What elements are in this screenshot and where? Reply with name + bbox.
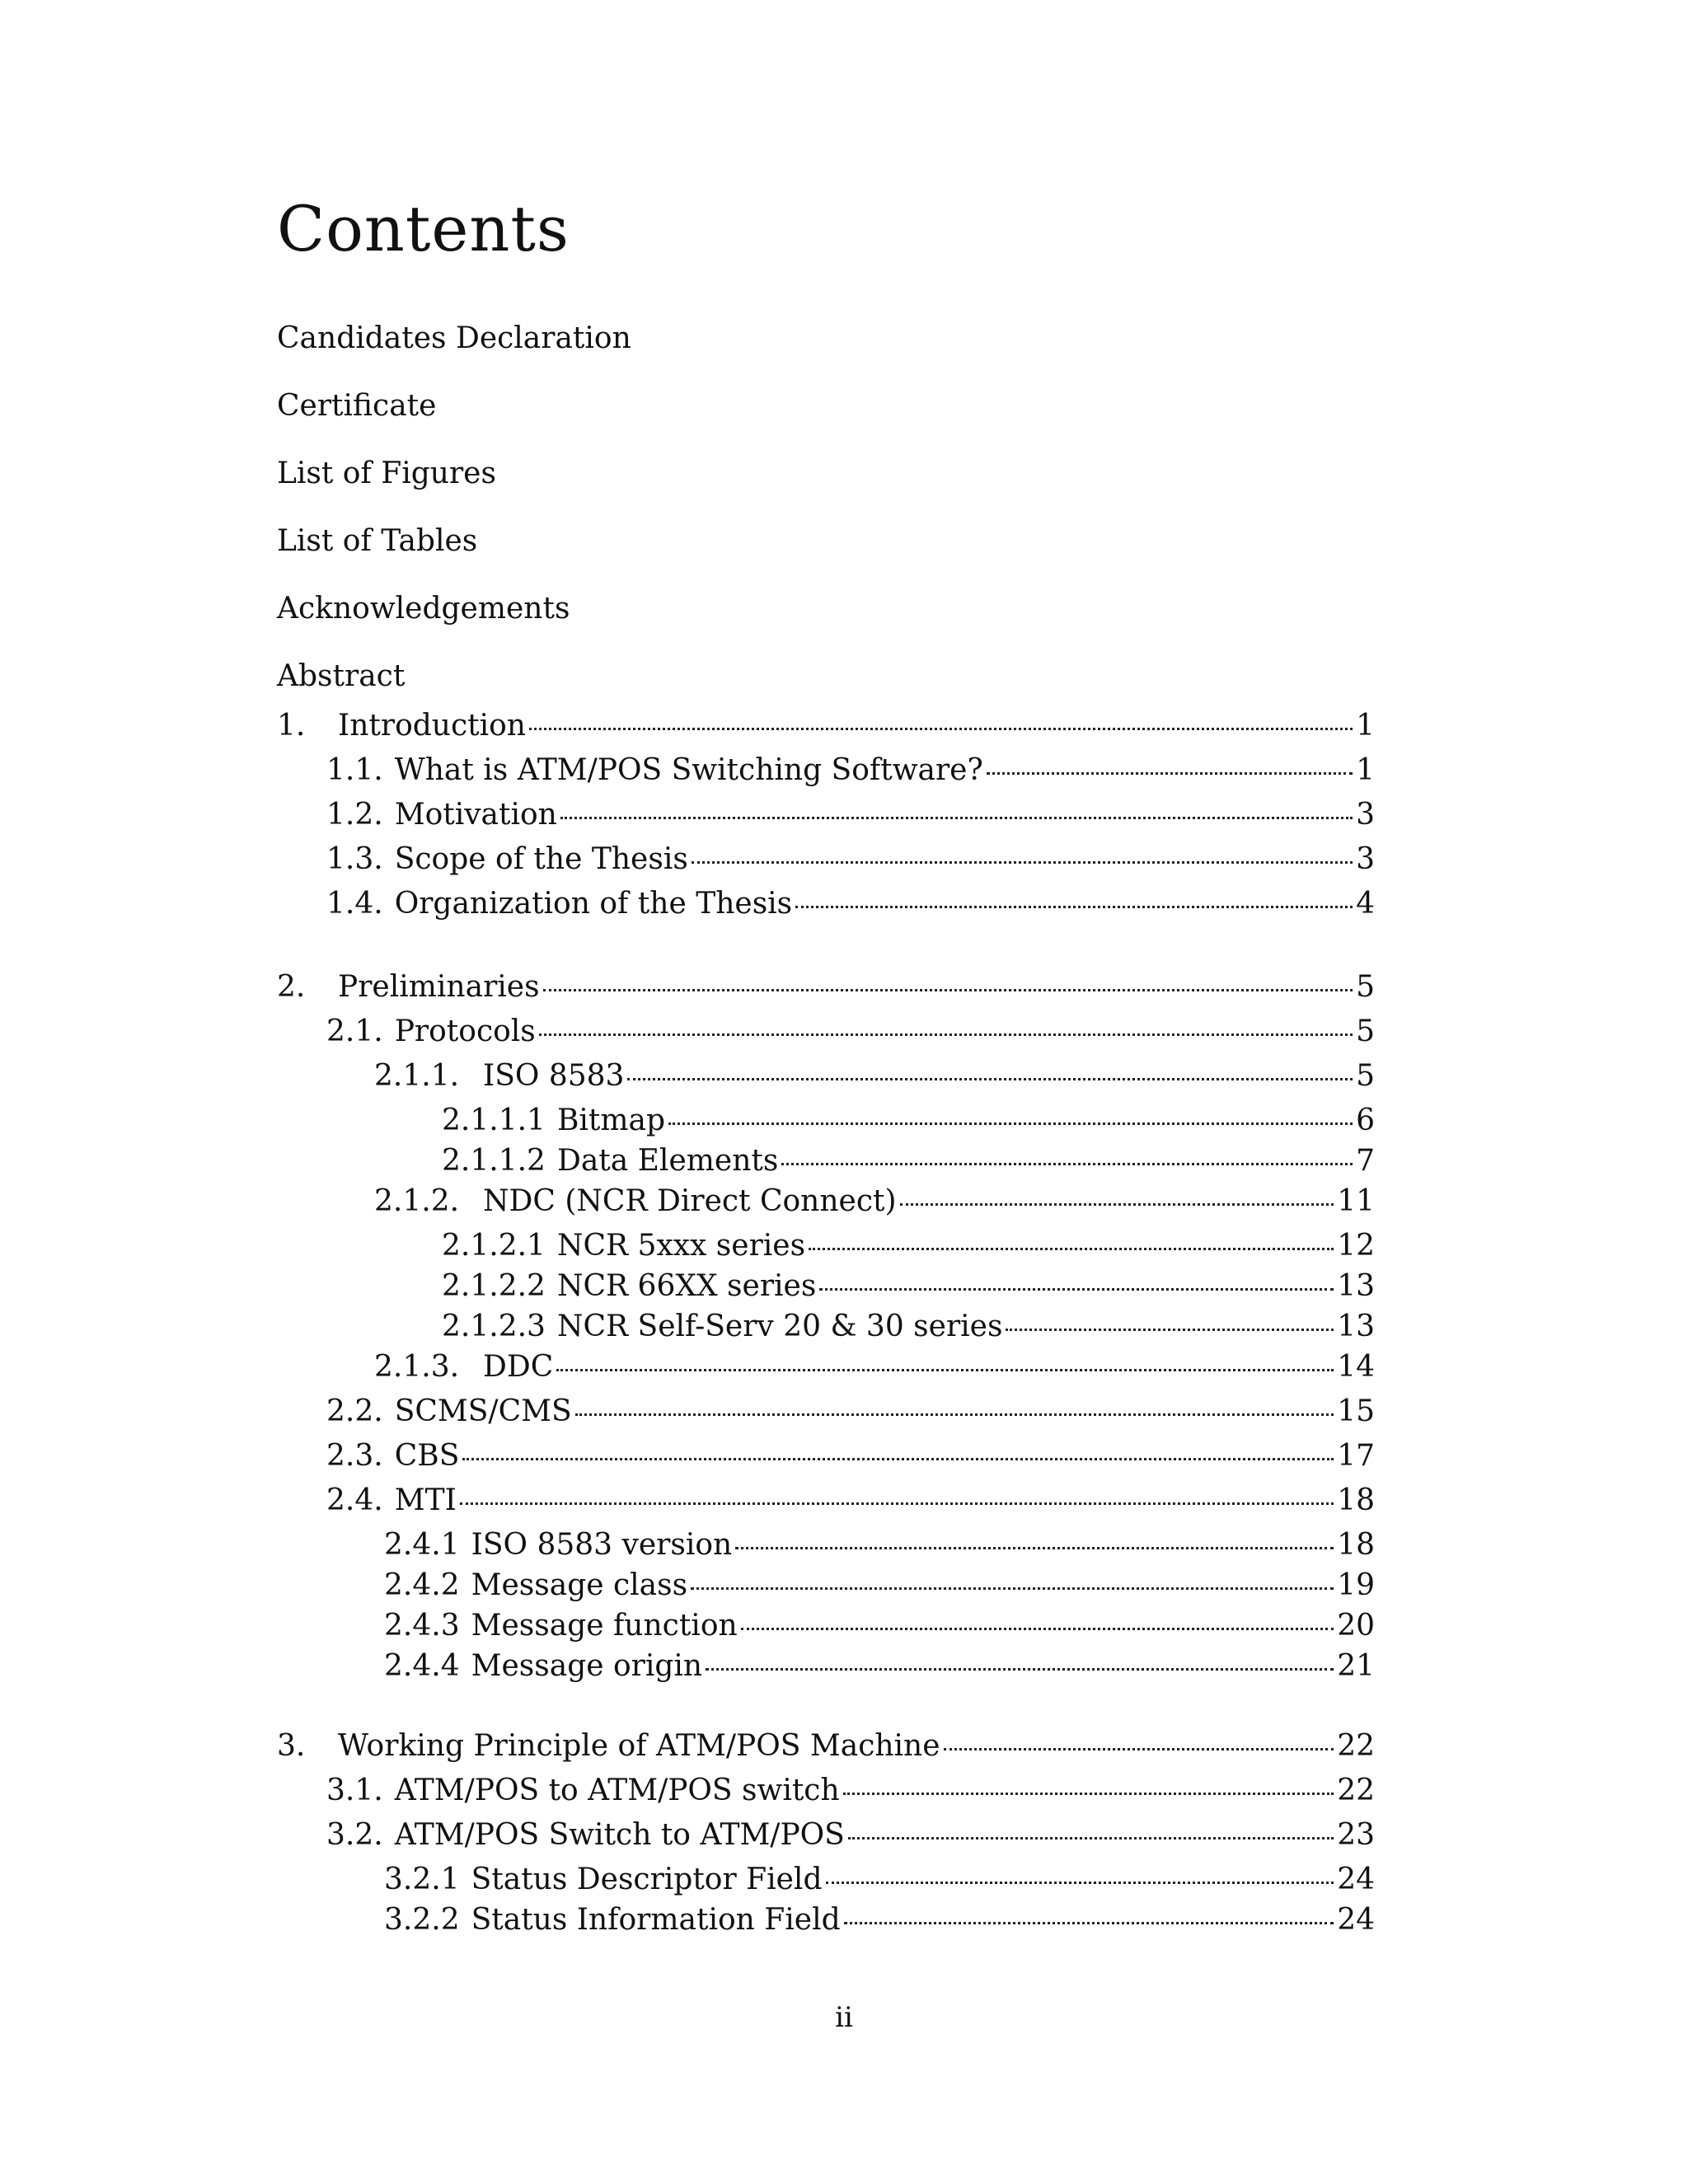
- toc-entry: [326, 883, 1375, 926]
- toc-entry-page: 1: [1356, 709, 1375, 743]
- toc-entry-page: 19: [1337, 1568, 1375, 1602]
- toc-entry-title: SCMS/CMS: [394, 1394, 572, 1428]
- toc-entry-title: Organization of the Thesis: [394, 887, 793, 921]
- toc-dot-leader: [741, 1628, 1334, 1630]
- toc-dot-leader: [692, 861, 1353, 864]
- toc-entry: [384, 1899, 1375, 1942]
- toc-dot-leader: [1006, 1329, 1334, 1331]
- toc-dot-leader: [627, 1078, 1353, 1080]
- toc-entry-title: ATM/POS to ATM/POS switch: [394, 1774, 840, 1807]
- toc-entry: [384, 1524, 1375, 1567]
- toc-entry-page: 5: [1356, 970, 1375, 1004]
- toc-entry-title: ISO 8583: [483, 1059, 625, 1093]
- toc-entry-number: 2.3.: [326, 1439, 383, 1473]
- toc-entry-number: 1.1.: [326, 753, 383, 787]
- toc-entry: [442, 1305, 1375, 1348]
- toc-entry-page: 18: [1337, 1483, 1375, 1517]
- toc-entry-number: 3.2.1: [384, 1863, 460, 1896]
- toc-entry-title: NCR Self-Serv 20 & 30 series: [556, 1310, 1003, 1343]
- toc-entry-title: CBS: [394, 1439, 460, 1473]
- toc-entry: [384, 1645, 1375, 1688]
- toc-entry-page: 1: [1356, 753, 1375, 787]
- toc-entry-page: 18: [1337, 1528, 1375, 1562]
- toc-entry-page: 6: [1356, 1104, 1375, 1137]
- toc-dot-leader: [543, 989, 1353, 991]
- toc-dot-leader: [819, 1288, 1334, 1291]
- toc-entry: [326, 1479, 1375, 1522]
- toc-dot-leader: [987, 772, 1353, 775]
- toc-dot-leader: [462, 1458, 1334, 1460]
- page-number: ii: [835, 2001, 853, 2034]
- toc-entry-page: 7: [1356, 1144, 1375, 1178]
- toc-entry: [326, 749, 1375, 792]
- toc-entry-title: Message class: [471, 1568, 688, 1602]
- toc-entry-title: Bitmap: [556, 1104, 666, 1137]
- toc-dot-leader: [556, 1369, 1334, 1371]
- toc-entry-title: Protocols: [394, 1015, 536, 1048]
- toc-entry-title: ATM/POS Switch to ATM/POS: [394, 1818, 845, 1852]
- toc-dot-leader: [460, 1502, 1334, 1505]
- toc-dot-leader: [539, 1033, 1353, 1036]
- toc-dot-leader: [809, 1248, 1334, 1250]
- toc-entry-number: 2.1.2.3: [442, 1310, 546, 1343]
- toc-entry-title: Scope of the Thesis: [394, 842, 688, 876]
- toc-dot-leader: [706, 1668, 1334, 1671]
- toc-entry: [442, 1225, 1375, 1268]
- toc-entry-title: Message origin: [471, 1649, 703, 1683]
- toc-entry: [374, 1180, 1375, 1223]
- toc-entry-page: 3: [1356, 798, 1375, 832]
- toc-entry-title: Working Principle of ATM/POS Machine: [338, 1729, 940, 1763]
- toc-dot-leader: [900, 1203, 1334, 1206]
- front-matter-item: List of Figures: [277, 457, 496, 490]
- toc-entry-page: 24: [1337, 1903, 1375, 1937]
- toc-entry-title: Preliminaries: [338, 970, 540, 1004]
- front-matter-item: Certificate: [277, 389, 437, 423]
- toc-entry-number: 2.4.: [326, 1483, 383, 1517]
- toc-entry-number: 2.1.3.: [374, 1350, 460, 1384]
- toc-dot-leader: [668, 1122, 1353, 1125]
- toc-entry-number: 1.3.: [326, 842, 383, 876]
- front-matter-item: Abstract: [277, 659, 406, 693]
- toc-entry: [384, 1564, 1375, 1607]
- toc-entry: [326, 1435, 1375, 1478]
- toc-entry-title: Message function: [471, 1609, 738, 1643]
- toc-entry-page: 21: [1337, 1649, 1375, 1683]
- front-matter-list: [277, 305, 631, 710]
- toc-entry-number: 3.: [277, 1729, 306, 1763]
- toc-entry: [442, 1265, 1375, 1308]
- toc-entry-number: 2.4.2: [384, 1568, 460, 1602]
- toc-dot-leader: [529, 728, 1353, 730]
- toc-entry: [326, 1010, 1375, 1053]
- toc-entry-page: 5: [1356, 1059, 1375, 1093]
- toc-entry: [326, 1769, 1375, 1812]
- toc-dot-leader: [843, 1793, 1334, 1795]
- toc-entry-number: 2.4.3: [384, 1609, 460, 1643]
- toc-entry-title: Motivation: [394, 798, 557, 832]
- toc-entry: [384, 1858, 1375, 1901]
- toc-entry-title: Status Information Field: [471, 1903, 841, 1937]
- toc-entry: [326, 838, 1375, 881]
- front-matter-item: Acknowledgements: [277, 592, 570, 626]
- front-matter-item: Candidates Declaration: [277, 321, 631, 355]
- toc-entry-number: 1.4.: [326, 887, 383, 921]
- toc-entry-page: 14: [1337, 1350, 1375, 1384]
- toc-entry-page: 15: [1337, 1394, 1375, 1428]
- toc-entry-page: 17: [1337, 1439, 1375, 1473]
- toc-entry-number: 1.: [277, 709, 306, 743]
- page-title: Contents: [277, 192, 570, 265]
- toc-entry-title: Status Descriptor Field: [471, 1863, 823, 1896]
- toc-entry-number: 2.1.2.: [374, 1184, 460, 1218]
- toc-entry-number: 2.1.: [326, 1015, 383, 1048]
- toc-entry: [442, 1099, 1375, 1142]
- toc-entry-number: 3.2.: [326, 1818, 383, 1852]
- toc-entry-number: 2.4.4: [384, 1649, 460, 1683]
- toc-entry-page: 20: [1337, 1609, 1375, 1643]
- toc-dot-leader: [781, 1163, 1353, 1165]
- toc-entry-page: 5: [1356, 1015, 1375, 1048]
- toc-entry-number: 1.2.: [326, 798, 383, 832]
- toc-entry: [277, 966, 1375, 1009]
- toc-entry-title: MTI: [394, 1483, 457, 1517]
- toc-dot-leader: [575, 1413, 1334, 1416]
- toc-entry-number: 2.1.2.2: [442, 1269, 546, 1303]
- toc-entry: [277, 1725, 1375, 1768]
- toc-entry-page: 22: [1337, 1774, 1375, 1807]
- toc-entry-title: NDC (NCR Direct Connect): [483, 1184, 897, 1218]
- toc-entry-title: ISO 8583 version: [471, 1528, 733, 1562]
- toc-dot-leader: [848, 1837, 1334, 1840]
- toc-entry: [326, 1390, 1375, 1433]
- toc-entry-page: 4: [1356, 887, 1375, 921]
- toc-entry-number: 3.1.: [326, 1774, 383, 1807]
- toc-entry-number: 2.1.1.2: [442, 1144, 546, 1178]
- toc-entry: [442, 1140, 1375, 1183]
- toc-entry-title: What is ATM/POS Switching Software?: [394, 753, 983, 787]
- toc-entry-page: 23: [1337, 1818, 1375, 1852]
- toc-dot-leader: [691, 1587, 1334, 1590]
- toc-entry-number: 2.2.: [326, 1394, 383, 1428]
- toc-entry: [326, 794, 1375, 837]
- toc-entry-page: 13: [1337, 1269, 1375, 1303]
- toc-entry-title: NCR 5xxx series: [556, 1229, 806, 1263]
- toc-entry-number: 2.1.1.1: [442, 1104, 546, 1137]
- toc-entry-page: 12: [1337, 1229, 1375, 1263]
- toc-entry: [384, 1605, 1375, 1647]
- toc-entry-number: 2.1.2.1: [442, 1229, 546, 1263]
- toc-entry-page: 22: [1337, 1729, 1375, 1763]
- toc-dot-leader: [735, 1547, 1334, 1549]
- toc-entry-page: 24: [1337, 1863, 1375, 1896]
- toc-entry-title: DDC: [483, 1350, 554, 1384]
- toc-entry-number: 3.2.2: [384, 1903, 460, 1937]
- toc-entry-page: 3: [1356, 842, 1375, 876]
- toc-entry-number: 2.1.1.: [374, 1059, 460, 1093]
- toc-entry-title: Introduction: [338, 709, 526, 743]
- toc-dot-leader: [560, 817, 1353, 819]
- toc-entry-page: 13: [1337, 1310, 1375, 1343]
- toc-dot-leader: [944, 1748, 1334, 1750]
- toc-dot-leader: [826, 1882, 1334, 1884]
- toc-entry-number: 2.4.1: [384, 1528, 460, 1562]
- toc-entry: [374, 1346, 1375, 1389]
- toc-entry-page: 11: [1337, 1184, 1375, 1218]
- toc-entry: [277, 705, 1375, 748]
- front-matter-item: List of Tables: [277, 524, 478, 558]
- toc-entry-number: 2.: [277, 970, 306, 1004]
- toc-entry-title: Data Elements: [556, 1144, 779, 1178]
- toc-dot-leader: [795, 906, 1353, 908]
- toc-entry: [374, 1055, 1375, 1098]
- toc-entry: [326, 1814, 1375, 1857]
- toc-dot-leader: [844, 1922, 1334, 1924]
- toc-entry-title: NCR 66XX series: [556, 1269, 817, 1303]
